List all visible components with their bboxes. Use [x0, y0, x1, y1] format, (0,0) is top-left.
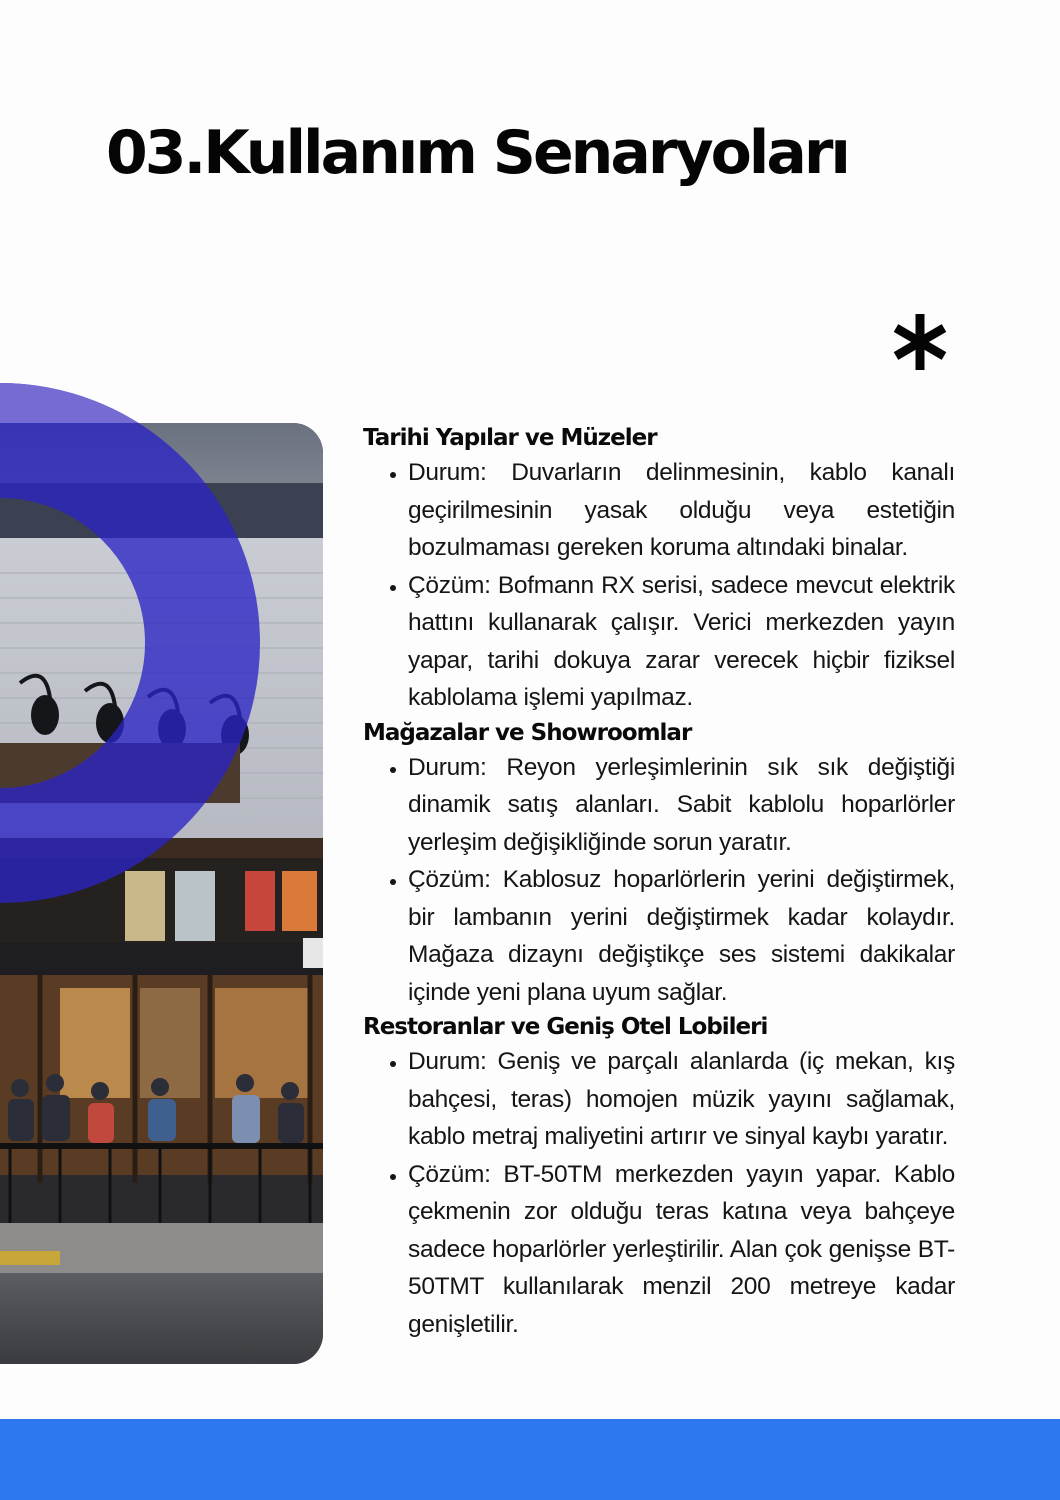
- section-title: Mağazalar ve Showroomlar: [363, 719, 692, 746]
- section-title: Tarihi Yapılar ve Müzeler: [363, 425, 657, 451]
- section-title: Restoranlar ve Geniş Otel Lobileri: [363, 1014, 768, 1040]
- list-item: • Durum: Duvarların delinmesinin, kablo kanalı geçirilmesinin yasak olduğu veya estetiğin bozulmaması gereken koruma altındaki binalar.: [408, 454, 955, 567]
- bullet-list: [363, 454, 955, 717]
- bullet-list: [363, 749, 955, 1012]
- list-item: • Çözüm: BT-50TM merkezden yayın yapar. Kablo çekmenin zor olduğu teras katına veya bahçeye sadece hoparlörler yerleştirilir. Alan çok genişse BT-50TMT kullanılarak menzil 200 metreye kadar genişletilir.: [408, 1156, 955, 1344]
- section-restaurants: [363, 1011, 955, 1343]
- scenario-list: [363, 422, 955, 1343]
- footer-bar: [0, 1419, 1060, 1500]
- section-historic: [363, 422, 955, 717]
- list-item: • Durum: Reyon yerleşimlerinin sık sık değiştiği dinamik satış alanları. Sabit kablolu hoparlörler yerleşim değişikliğinde sorun yaratır.: [408, 749, 955, 862]
- list-item: • Çözüm: Bofmann RX serisi, sadece mevcut elektrik hattını kullanarak çalışır. Verici merkezden yayın yapar, tarihi dokuya zarar verecek hiçbir fiziksel kablolama işlemi yapılmaz.: [408, 567, 955, 717]
- list-item: • Çözüm: Kablosuz hoparlörlerin yerini değiştirmek, bir lambanın yerini değiştirmek kadar kolaydır. Mağaza dizaynı değiştikçe ses sistemi dakikalar içinde yeni plana uyum sağlar.: [408, 861, 955, 1011]
- list-item: • Durum: Geniş ve parçalı alanlarda (iç mekan, kış bahçesi, teras) homojen müzik yayını sağlamak, kablo metraj maliyetini artırır ve sinyal kaybı yaratır.: [408, 1043, 955, 1156]
- bullet-list: [363, 1043, 955, 1343]
- page-title: 03.Kullanım Senaryoları: [106, 118, 848, 188]
- asterisk-icon: [888, 310, 952, 374]
- section-stores: [363, 717, 955, 1012]
